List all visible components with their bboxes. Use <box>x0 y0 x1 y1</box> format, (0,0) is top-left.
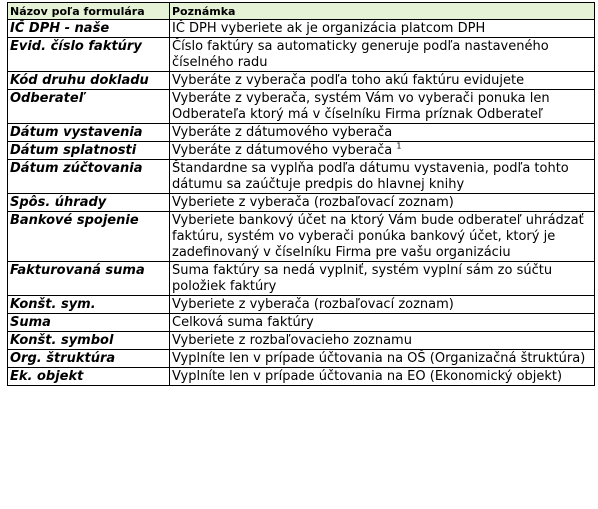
field-note: Vyberáte z vyberača podľa toho akú faktúru evidujete <box>170 72 595 90</box>
field-note: Vyplníte len v prípade účtovania na OŠ (Organizačná štruktúra) <box>170 350 595 368</box>
field-note <box>170 142 595 160</box>
header-note: Poznámka <box>170 3 595 20</box>
table-row <box>8 72 595 90</box>
field-name: Suma <box>8 314 170 332</box>
field-name: Dátum zúčtovania <box>8 160 170 194</box>
table-row <box>8 212 595 262</box>
field-note: IČ DPH vyberiete ak je organizácia platcom DPH <box>170 20 595 38</box>
field-name: IČ DPH - naše <box>8 20 170 38</box>
field-name: Fakturovaná suma <box>8 262 170 296</box>
field-note-text: Vyberáte z dátumového vyberača <box>172 143 393 158</box>
table-row <box>8 262 595 296</box>
field-name: Konšt. sym. <box>8 296 170 314</box>
table-row <box>8 90 595 124</box>
table-row <box>8 20 595 38</box>
table-row <box>8 160 595 194</box>
field-name: Kód druhu dokladu <box>8 72 170 90</box>
table-row <box>8 296 595 314</box>
field-name: Org. štruktúra <box>8 350 170 368</box>
table-row <box>8 124 595 142</box>
field-name: Dátum splatnosti <box>8 142 170 160</box>
header-field-name: Názov poľa formulára <box>8 3 170 20</box>
table-header-row <box>8 3 595 20</box>
field-name: Dátum vystavenia <box>8 124 170 142</box>
form-fields-table <box>7 2 595 386</box>
field-name: Evid. číslo faktúry <box>8 38 170 72</box>
field-note: Vyplníte len v prípade účtovania na EO (Ekonomický objekt) <box>170 368 595 386</box>
field-note: Číslo faktúry sa automaticky generuje podľa nastaveného číselného radu <box>170 38 595 72</box>
field-note: Vyberiete bankový účet na ktorý Vám bude odberateľ uhrádzať faktúru, systém vo vyberači ponúka bankový účet, ktorý je zadefinovaný v číselníku Firma pre vašu organizáciu <box>170 212 595 262</box>
footnote-marker: 1 <box>396 141 402 151</box>
field-note: Suma faktúry sa nedá vyplniť, systém vyplní sám zo súčtu položiek faktúry <box>170 262 595 296</box>
table-row <box>8 314 595 332</box>
field-name: Odberateľ <box>8 90 170 124</box>
field-name: Ek. objekt <box>8 368 170 386</box>
table-row <box>8 350 595 368</box>
table-row <box>8 142 595 160</box>
field-note: Celková suma faktúry <box>170 314 595 332</box>
field-name: Spôs. úhrady <box>8 194 170 212</box>
table-row <box>8 332 595 350</box>
field-note: Vyberáte z dátumového vyberača <box>170 124 595 142</box>
field-note: Vyberiete z vyberača (rozbaľovací zoznam) <box>170 194 595 212</box>
field-note: Vyberiete z rozbaľovacieho zoznamu <box>170 332 595 350</box>
field-name: Konšt. symbol <box>8 332 170 350</box>
table-row <box>8 38 595 72</box>
field-name: Bankové spojenie <box>8 212 170 262</box>
table-row <box>8 194 595 212</box>
field-note: Vyberiete z vyberača (rozbaľovací zoznam) <box>170 296 595 314</box>
table-row <box>8 368 595 386</box>
field-note: Štandardne sa vyplňa podľa dátumu vystavenia, podľa tohto dátumu sa zaúčtuje predpis do hlavnej knihy <box>170 160 595 194</box>
field-note: Vyberáte z vyberača, systém Vám vo vyberači ponuka len Odberateľa ktorý má v číselníku Firma príznak Odberateľ <box>170 90 595 124</box>
